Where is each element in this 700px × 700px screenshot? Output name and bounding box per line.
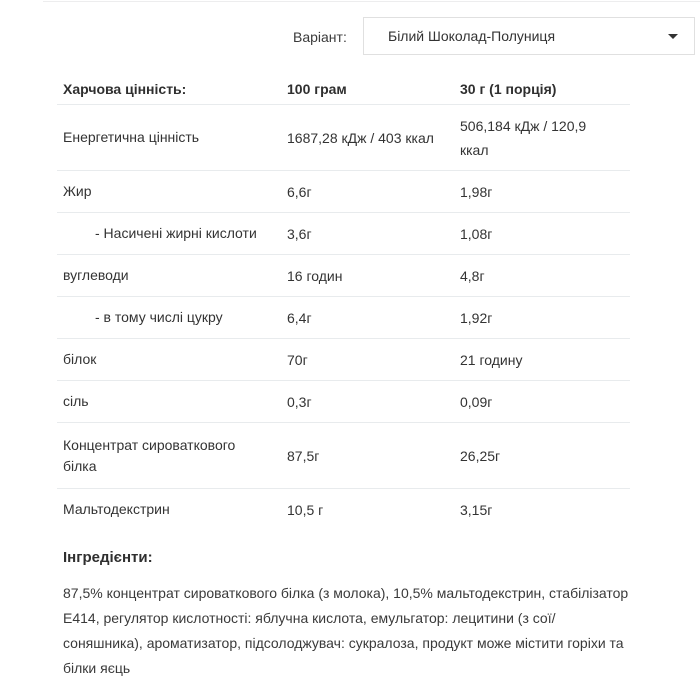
row-label-cell: вуглеводи xyxy=(63,267,129,283)
row-label-cell: - Насичені жирні кислоти xyxy=(95,225,257,241)
col-header-100g: 100 грам xyxy=(287,81,347,97)
table-row xyxy=(57,105,630,171)
row-label-cell: Мальтодекстрин xyxy=(63,501,170,517)
nutrition-table-header xyxy=(57,74,630,105)
row-per100-cell: 6,6г xyxy=(287,183,312,200)
row-label-cell: - в тому числі цукру xyxy=(95,309,223,325)
row-label-cell: білок xyxy=(63,351,97,367)
row-per-serving-cell: 506,184 кДж / 120,9 ккал xyxy=(460,117,587,158)
variant-selected-value: Білий Шоколад-Полуниця xyxy=(388,28,556,44)
row-label-cell: Жир xyxy=(63,183,92,199)
row-per-serving-cell: 1,92г xyxy=(460,309,493,326)
row-label-cell: Енергетична цінність xyxy=(63,129,200,145)
nutrition-table xyxy=(57,74,630,530)
row-label-cell: сіль xyxy=(63,393,89,409)
row-per100-cell: 6,4г xyxy=(287,309,312,326)
ingredients-section xyxy=(63,549,631,681)
table-row xyxy=(57,489,630,530)
row-per100-cell: 70г xyxy=(287,351,308,368)
row-per-serving-cell: 26,25г xyxy=(460,447,501,464)
row-per-serving-cell: 21 годину xyxy=(460,351,523,368)
table-row xyxy=(57,381,630,423)
row-per100-cell: 0,3г xyxy=(287,393,312,410)
row-per-serving-cell: 4,8г xyxy=(460,267,485,284)
top-divider xyxy=(43,1,700,2)
row-per-serving-cell: 0,09г xyxy=(460,393,493,410)
table-row xyxy=(57,339,630,381)
table-row xyxy=(57,171,630,213)
ingredients-heading: Інгредієнти: xyxy=(63,549,153,566)
row-per100-cell: 3,6г xyxy=(287,225,312,242)
row-per-serving-cell: 3,15г xyxy=(460,501,493,518)
row-label-cell: Концентрат сироваткового білка xyxy=(63,436,236,474)
table-row xyxy=(57,423,630,489)
col-header-serving: 30 г (1 порція) xyxy=(460,81,557,97)
row-per100-cell: 10,5 г xyxy=(287,501,324,518)
row-per100-cell: 87,5г xyxy=(287,447,320,464)
row-per100-cell: 16 годин xyxy=(287,267,343,284)
nutrition-table-body xyxy=(57,105,630,530)
table-row xyxy=(57,297,630,339)
row-per-serving-cell: 1,98г xyxy=(460,183,493,200)
table-row xyxy=(57,255,630,297)
table-row xyxy=(57,213,630,255)
chevron-down-icon xyxy=(668,34,678,39)
col-header-nutrition: Харчова цінність: xyxy=(63,80,187,97)
ingredients-text: 87,5% концентрат сироваткового білка (з молока), 10,5% мальтодекстрин, стабілізатор Е414, регулятор кислотності: яблучна кислота, емульгатор: лецитини (з сої/соняшника), ароматизатор, підсолоджувач: сукралоза, продукт може містити горіхи та білки яєць xyxy=(63,585,629,676)
variant-dropdown[interactable] xyxy=(363,17,695,55)
row-per-serving-cell: 1,08г xyxy=(460,225,493,242)
row-per100-cell: 1687,28 кДж / 403 ккал xyxy=(287,129,434,146)
variant-label: Варіант: xyxy=(293,29,347,45)
